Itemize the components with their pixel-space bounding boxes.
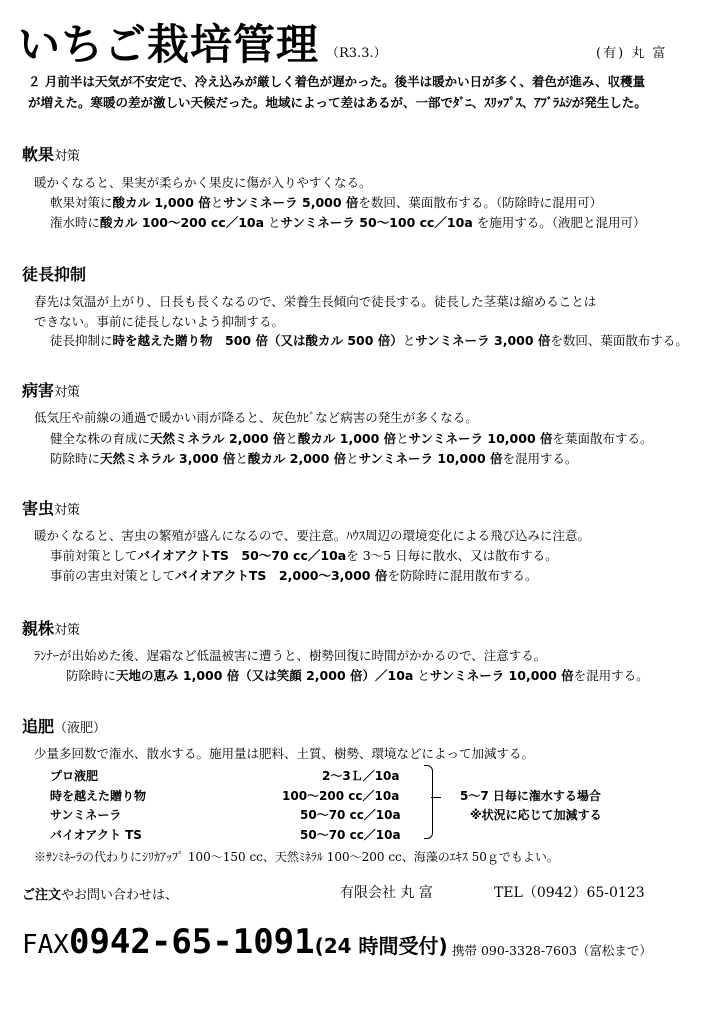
mobile-number: 携帯 090-3328-7603（富松まで） [452, 943, 652, 958]
nanka-line-3: 潅水時に酸カル 100～200 cc／10a とサンミネーラ 50～100 cc／10a を施用する。（液肥と混用可） [50, 215, 646, 230]
byougai-line-3: 防除時に天然ミネラル 3,000 倍と酸カル 2,000 倍とサンミネーラ 10,000 倍を混用する。 [50, 451, 578, 466]
intro-line-2: が増えた。寒暖の差が激しい天候だった。地域によって差はあるが、一部でﾀﾞﾆ、ｽﾘｯﾌﾟｽ、ｱﾌﾞﾗﾑｼが発生した。 [28, 95, 647, 110]
bracket-symbol [424, 765, 433, 839]
heading-text: 軟果 [22, 145, 55, 164]
tsuihi-footnote: ※ｻﾝﾐﾈｰﾗの代わりにｼﾘｶｱｯﾌﾟ 100～150 cc、天然ﾐﾈﾗﾙ 100～200 cc、海藻のｴｷｽ 50ｇでもよい。 [34, 850, 559, 864]
gaichu-line-3: 事前の害虫対策としてバイオアクトTS 2,000～3,000 倍を防除時に混用散布する。 [50, 568, 538, 583]
tochou-line-1: 春先は気温が上がり、日長も長くなるので、栄養生長傾向で徒長する。徒長した茎葉は縮めることは [34, 294, 597, 309]
section-heading-tsuihi: 追肥（液肥） [22, 717, 107, 736]
application-note: 5～7 日毎に潅水する場合 [460, 789, 601, 803]
bracket-tip [431, 797, 441, 798]
shinkabu-line-1: ﾗﾝﾅｰが出始めた後、遅霜など低温被害に遭うと、樹勢回復に時間がかかるので、注意する。 [34, 648, 547, 663]
section-heading-byougai: 病害対策 [22, 381, 81, 400]
tochou-line-3: 徒長抑制に時を越えた贈り物 500 倍（又は酸カル 500 倍）とサンミネーラ 3,000 倍を数回、葉面散布する。 [50, 333, 688, 348]
fax-number: FAX0942-65-1091(24 時間受付) [22, 922, 448, 962]
gaichu-line-2: 事前対策としてバイオアクトTS 50～70 cc／10aを 3～5 日毎に散水、又は散布する。 [50, 548, 558, 563]
footer-company: 有限会社 丸 富 [340, 885, 433, 901]
shinkabu-line-2: 防除時に天地の恵み 1,000 倍（又は笑顔 2,000 倍）／10a とサンミネーラ 10,000 倍を混用する。 [66, 668, 649, 683]
byougai-line-2: 健全な株の育成に天然ミネラル 2,000 倍と酸カル 1,000 倍とサンミネーラ 10,000 倍を葉面散布する。 [50, 431, 653, 446]
tsuihi-line-1: 少量多回数で潅水、散水する。施用量は肥料、土質、樹勢、環境などによって加減する。 [34, 746, 535, 761]
order-inquiry: ご注文やお問い合わせは、 [22, 888, 179, 903]
fertilizer-amount: 50～70 cc／10a [300, 828, 401, 842]
issue-date: （R3.3.） [326, 46, 387, 61]
intro-line-1: ２ 月前半は天気が不安定で、冷え込みが厳しく着色が遅かった。後半は暖かい日が多く、着色が進み、収穫量 [28, 74, 646, 89]
fertilizer-name: プロ液肥 [50, 769, 99, 783]
heading-suffix: 対策 [54, 149, 81, 164]
company-name: (有) 丸 富 [596, 46, 668, 61]
fertilizer-name: サンミネーラ [50, 808, 122, 822]
fertilizer-name: バイオアクト TS [50, 828, 142, 842]
section-heading-nanka [22, 142, 80, 165]
adjust-note: ※状況に応じて加減する [470, 808, 602, 822]
nanka-line-2: 軟果対策に酸カル 1,000 倍とサンミネーラ 5,000 倍を数回、葉面散布する。（防除時に混用可） [50, 195, 603, 210]
byougai-line-1: 低気圧や前線の通過で暖かい雨が降ると、灰色ｶﾋﾞなど病害の発生が多くなる。 [34, 410, 478, 425]
nanka-line-1: 暖かくなると、果実が柔らかく果皮に傷が入りやすくなる。 [34, 175, 372, 190]
fertilizer-amount: 100～200 cc／10a [282, 789, 400, 803]
fertilizer-amount: 2～3Ｌ／10a [322, 769, 400, 783]
tochou-line-2: できない。事前に徒長しないよう抑制する。 [34, 314, 285, 329]
section-heading-tochou: 徒長抑制 [22, 265, 87, 284]
section-heading-shinkabu: 親株対策 [22, 619, 81, 638]
fertilizer-name: 時を越えた贈り物 [50, 789, 147, 803]
gaichu-line-1: 暖かくなると、害虫の繁殖が盛んになるので、要注意。ﾊｳｽ周辺の環境変化による飛び込みに注意。 [34, 528, 591, 543]
page-title: いちご栽培管理 [18, 20, 320, 69]
phone-number: TEL（0942）65-0123 [494, 885, 645, 901]
section-heading-gaichu: 害虫対策 [22, 499, 81, 518]
fertilizer-amount: 50～70 cc／10a [300, 808, 401, 822]
